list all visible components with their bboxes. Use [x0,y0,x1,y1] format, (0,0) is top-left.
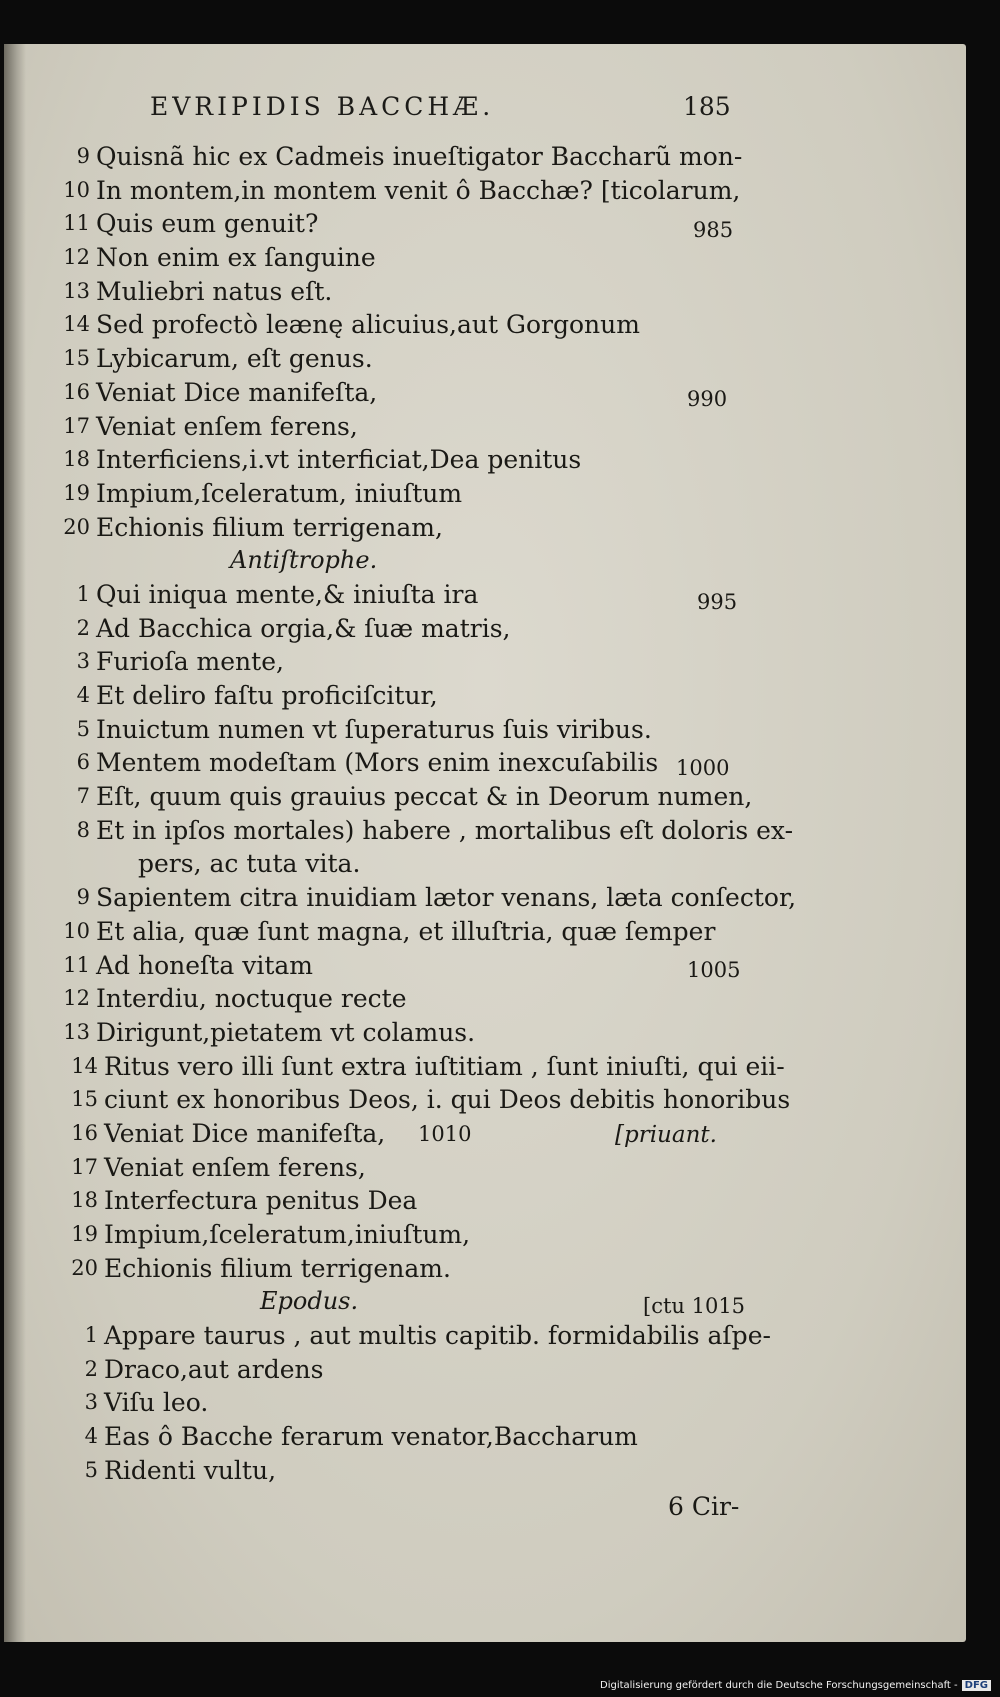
line-text: Non enim ex ſanguine [96,243,376,273]
verse-line [40,275,760,309]
line-number: 19 [63,480,90,505]
margin-line-count: 1000 [676,756,730,780]
line-number: 14 [63,312,90,337]
antistrophe-heading: Antiſtrophe. [230,546,378,575]
line-text: Impium,ſceleratum,iniuſtum, [104,1220,471,1249]
verse-line [40,1050,785,1084]
dfg-logo: DFG [962,1680,991,1691]
verse-line [40,511,760,545]
line-text: ciunt ex honoribus Deos, i. qui Deos debitis honoribus [104,1085,791,1115]
verse-line [40,1218,760,1252]
margin-line-count: 985 [693,218,734,242]
line-number: 19 [71,1222,98,1246]
verse-line [40,881,797,915]
line-text: Inuictum numen vt ſuperaturus ſuis viribus. [96,714,652,744]
verse-line [40,1184,760,1218]
line-text: Viſu leo. [104,1388,209,1418]
verse-line [40,645,760,679]
line-number: 16 [71,1120,98,1145]
line-text: Veniat enſem ferens, [104,1152,366,1182]
line-number: 5 [76,716,90,741]
verse-line [40,1353,760,1387]
line-number: 3 [76,649,90,674]
verse-line [40,342,760,376]
line-number: 4 [76,683,90,707]
verse-line [40,578,760,612]
line-text: Echionis filium terrigenam, [96,512,443,542]
line-text: Draco,aut ardens [104,1354,324,1384]
line-text: Veniat enſem ferens, [96,411,358,441]
line-number: 6 [76,750,90,775]
turnover-priuant: [priuant. [615,1122,717,1148]
line-number: 1 [84,1323,98,1348]
epodus-heading: Epodus. [260,1287,359,1316]
line-text: Quis eum genuit? [96,209,319,239]
line-number: 11 [63,211,90,236]
verse-line [40,443,760,477]
verse-line [40,1319,771,1353]
verse-line [40,713,760,747]
line-text: Dirigunt,pietatem vt colamus. [96,1017,476,1047]
line-text: Veniat Dice manifeſta, [96,377,378,407]
line-number: 11 [63,952,90,977]
line-number: 5 [84,1457,98,1482]
line-text: Ridenti vultu, [104,1455,277,1485]
line-text: Interficiens,i.vt interficiat,Dea penitus [96,445,582,475]
line-text: Muliebri natus eſt. [96,276,333,306]
line-text: pers, ac tuta vita. [138,849,361,879]
margin-line-count: 995 [697,590,738,614]
line-number: 17 [63,413,90,438]
verse-line [40,746,760,780]
verse-line [40,814,794,848]
line-number: 15 [63,346,90,371]
footer-credit: Digitalisierung gefördert durch die Deutsche Forschungsgemeinschaft - [600,1680,958,1691]
line-number: 15 [71,1087,98,1112]
verse-line [40,1420,760,1454]
line-text: Appare taurus , aut multis capitib. formidabilis aſpe- [104,1321,771,1351]
line-number: 13 [63,278,90,303]
antistrophe-heading-row [40,544,760,578]
line-number: 20 [63,514,90,539]
line-number: 12 [63,245,90,270]
line-number: 13 [63,1019,90,1044]
line-text: Sapientem citra inuidiam lætor venans, læta conſector, [96,883,797,913]
verse-line [40,1386,760,1420]
turnover-ctu: [ctu 1015 [643,1294,746,1318]
line-number: 20 [71,1255,98,1280]
line-text: Quisnã hic ex Cadmeis inueſtigator Baccharũ mon- [96,142,743,171]
line-text: Sed profectò leænę alicuius,aut Gorgonum [96,310,640,340]
verse-line [40,780,760,814]
line-text: Impium,ſceleratum, iniuſtum [96,478,463,508]
line-number: 1 [76,581,90,606]
verse-line [40,308,760,342]
line-text: Lybicarum, eſt genus. [96,344,373,374]
verse-line-continuation [40,847,760,881]
line-text: Furioſa mente, [96,647,284,677]
line-text: Et in ipſos mortales) habere , mortalibus eſt doloris ex- [96,815,794,845]
line-number: 12 [63,986,90,1011]
line-text: Qui iniqua mente,& iniuſta ira [96,579,479,609]
verse-line [40,174,760,208]
verse-line [40,1454,760,1488]
verse-line [40,1151,760,1185]
verse-line [40,612,760,646]
line-text: Et deliro faſtu proficiſcitur, [96,681,438,710]
line-number: 8 [76,817,90,842]
line-text: Echionis filium terrigenam. [104,1253,451,1283]
verse-line [40,679,760,713]
text-block [40,140,797,1488]
margin-line-count: 1005 [687,958,741,982]
line-number: 3 [84,1390,98,1415]
digitization-footer [600,1680,991,1691]
running-head: EVRIPIDIS BACCHÆ. [150,92,495,121]
line-text: In montem,in montem venit ô Bacchæ? [ticolarum, [96,175,741,205]
line-number: 4 [84,1424,98,1449]
catchword: 6 Cir- [668,1492,740,1521]
margin-line-count: 1010 [418,1122,472,1146]
line-text: Ad Bacchica orgia,& ſuæ matris, [96,613,511,643]
line-text: Ritus vero illi ſunt extra iuſtitiam , ſunt iniuſti, qui eii- [104,1051,785,1081]
page-number: 185 [683,92,731,121]
line-number: 17 [71,1154,98,1179]
line-number: 14 [71,1053,98,1078]
line-text: Mentem modeſtam (Mors enim inexcuſabilis [96,748,659,778]
verse-line [40,1083,791,1117]
verse-line [40,915,760,949]
line-text: Interfectura penitus Dea [104,1186,418,1216]
verse-line [40,949,760,983]
line-text: Eſt, quum quis grauius peccat & in Deorum numen, [96,782,753,812]
line-number: 10 [63,177,90,202]
verse-line [40,376,760,410]
line-number: 2 [76,615,90,640]
line-text: Interdiu, noctuque recte [96,984,407,1014]
verse-line [40,410,760,444]
margin-line-count: 990 [687,387,728,411]
line-text: Et alia, quæ ſunt magna, et illuſtria, quæ ſemper [96,916,716,946]
line-number: 2 [84,1356,98,1381]
line-number: 18 [63,447,90,472]
line-number: 18 [71,1188,98,1213]
line-number: 9 [76,885,90,910]
line-text: Veniat Dice manifeſta, [104,1118,386,1148]
line-text: Eas ô Bacche ferarum venator,Baccharum [104,1422,638,1452]
line-number: 16 [63,379,90,404]
page-gutter-shadow [4,44,26,1642]
line-number: 10 [63,918,90,943]
verse-line [40,1252,760,1286]
verse-line [40,241,760,275]
line-text: Ad honeſta vitam [96,950,313,980]
verse-line [40,207,760,241]
line-number: 7 [76,784,90,809]
verse-line [40,982,760,1016]
verse-line [40,477,760,511]
line-number: 9 [76,144,90,168]
verse-line [40,140,760,174]
verse-line [40,1016,760,1050]
